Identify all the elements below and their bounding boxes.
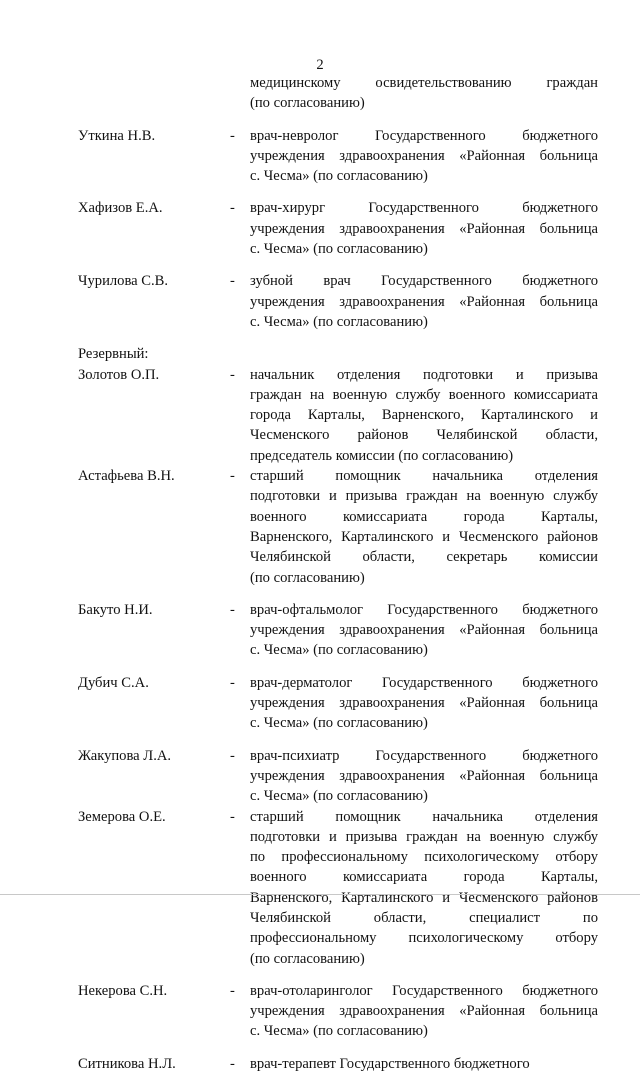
desc-line: с. Чесма» (по согласованию) (250, 168, 428, 185)
desc-line: с. Чесма» (по согласованию) (250, 241, 428, 258)
desc-line: (по согласованию) (250, 569, 365, 586)
desc-line: учреждения здравоохранения «Районная больница (250, 767, 598, 784)
page-number: 2 (316, 57, 324, 73)
document-body (78, 73, 598, 1074)
member-name: Уткина Н.В. (78, 127, 156, 144)
member-name: Чурилова С.В. (78, 273, 169, 290)
continuation-entry (78, 73, 598, 114)
desc-line: Варненского, Карталинского и Чесменского районов (250, 889, 598, 906)
desc-line: (по согласованию) (250, 95, 365, 112)
desc-line: (по согласованию) (250, 950, 365, 967)
desc-line: врач-терапевт Государственного бюджетного (250, 1055, 530, 1072)
member-position (250, 198, 598, 259)
page-bottom-edge (0, 894, 640, 895)
desc-line: учреждения здравоохранения «Районная больница (250, 220, 598, 237)
entry-dash: - (230, 200, 235, 217)
desc-line: подготовки и призыва граждан на военную службу (250, 488, 598, 505)
desc-line: с. Чесма» (по согласованию) (250, 313, 428, 330)
desc-line: зубной врач Государственного бюджетного (250, 273, 598, 290)
reserve-member (78, 807, 598, 969)
entry-dash: - (230, 808, 235, 825)
entry-dash: - (230, 1055, 235, 1072)
desc-line: города Карталы, Варненского, Карталинского и (250, 407, 598, 424)
desc-line: врач-психиатр Государственного бюджетного (250, 747, 598, 764)
member-name: Золотов О.П. (78, 366, 160, 383)
desc-line: врач-невролог Государственного бюджетного (250, 127, 598, 144)
member-position (250, 365, 598, 466)
desc-line: учреждения здравоохранения «Районная больница (250, 293, 598, 310)
commission-member (78, 126, 598, 187)
member-position (250, 746, 598, 807)
reserve-member (78, 1054, 598, 1074)
reserve-member (78, 600, 598, 661)
desc-line: с. Чесма» (по согласованию) (250, 642, 428, 659)
reserve-member (78, 981, 598, 1042)
member-name: Астафьева В.Н. (78, 468, 175, 485)
desc-line: врач-хирург Государственного бюджетного (250, 200, 598, 217)
desc-line: Чесменского районов Челябинской области, (250, 427, 598, 444)
member-position (250, 600, 598, 661)
desc-line: председатель комиссии (по согласованию) (250, 447, 514, 464)
desc-line: учреждения здравоохранения «Районная больница (250, 695, 598, 712)
desc-line: медицинскому освидетельствованию граждан (250, 75, 598, 91)
member-name: Дубич С.А. (78, 674, 149, 691)
desc-line: врач-офтальмолог Государственного бюджетного (250, 601, 598, 618)
member-name: Хафизов Е.А. (78, 200, 163, 217)
member-position (250, 807, 598, 969)
member-position (250, 271, 598, 332)
desc-line: подготовки и призыва граждан на военную службу (250, 828, 598, 845)
reserve-member (78, 466, 598, 588)
desc-line: Челябинской области, секретарь комиссии (250, 549, 598, 566)
entry-dash: - (230, 273, 235, 290)
entry-dash: - (230, 127, 235, 144)
member-position (250, 673, 598, 734)
desc-line: военного комиссариата города Карталы, (250, 869, 598, 886)
member-name: Земерова О.Е. (78, 808, 166, 825)
desc-line: военного комиссариата города Карталы, (250, 508, 598, 525)
desc-line: с. Чесма» (по согласованию) (250, 715, 428, 732)
entry-dash: - (230, 674, 235, 691)
desc-line: с. Чесма» (по согласованию) (250, 788, 428, 805)
entry-description (250, 73, 598, 114)
member-position (250, 126, 598, 187)
member-position (250, 1054, 598, 1074)
member-name: Бакуто Н.И. (78, 601, 153, 618)
entry-dash: - (230, 982, 235, 999)
desc-line: начальник отделения подготовки и призыва (250, 366, 598, 383)
member-name: Некерова С.Н. (78, 982, 168, 999)
desc-line: старший помощник начальника отделения (250, 468, 598, 485)
entry-dash: - (230, 366, 235, 383)
entry-dash: - (230, 601, 235, 618)
member-name: Жакупова Л.А. (78, 747, 172, 764)
commission-member (78, 271, 598, 332)
member-name: Ситникова Н.Л. (78, 1055, 176, 1072)
desc-line: с. Чесма» (по согласованию) (250, 1023, 428, 1040)
member-position (250, 466, 598, 588)
desc-line: Варненского, Карталинского и Чесменского районов (250, 528, 598, 545)
desc-line: Челябинской области, специалист по (250, 909, 598, 926)
desc-line: граждан на военную службу военного комиссариата (250, 386, 598, 403)
entry-dash: - (230, 468, 235, 485)
entry-dash: - (230, 747, 235, 764)
commission-member (78, 198, 598, 259)
desc-line: учреждения здравоохранения «Районная больница (250, 147, 598, 164)
reserve-member (78, 673, 598, 734)
desc-line: по профессиональному психологическому отбору (250, 849, 598, 866)
desc-line: старший помощник начальника отделения (250, 808, 598, 825)
reserve-member (78, 365, 598, 466)
desc-line: учреждения здравоохранения «Районная больница (250, 622, 598, 639)
desc-line: врач-дерматолог Государственного бюджетного (250, 674, 598, 691)
desc-line: учреждения здравоохранения «Районная больница (250, 1003, 598, 1020)
desc-line: профессиональному психологическому отбору (250, 930, 598, 947)
member-position (250, 981, 598, 1042)
reserve-heading: Резервный: (78, 346, 149, 363)
desc-line: врач-отоларинголог Государственного бюджетного (250, 982, 598, 999)
reserve-member (78, 746, 598, 807)
